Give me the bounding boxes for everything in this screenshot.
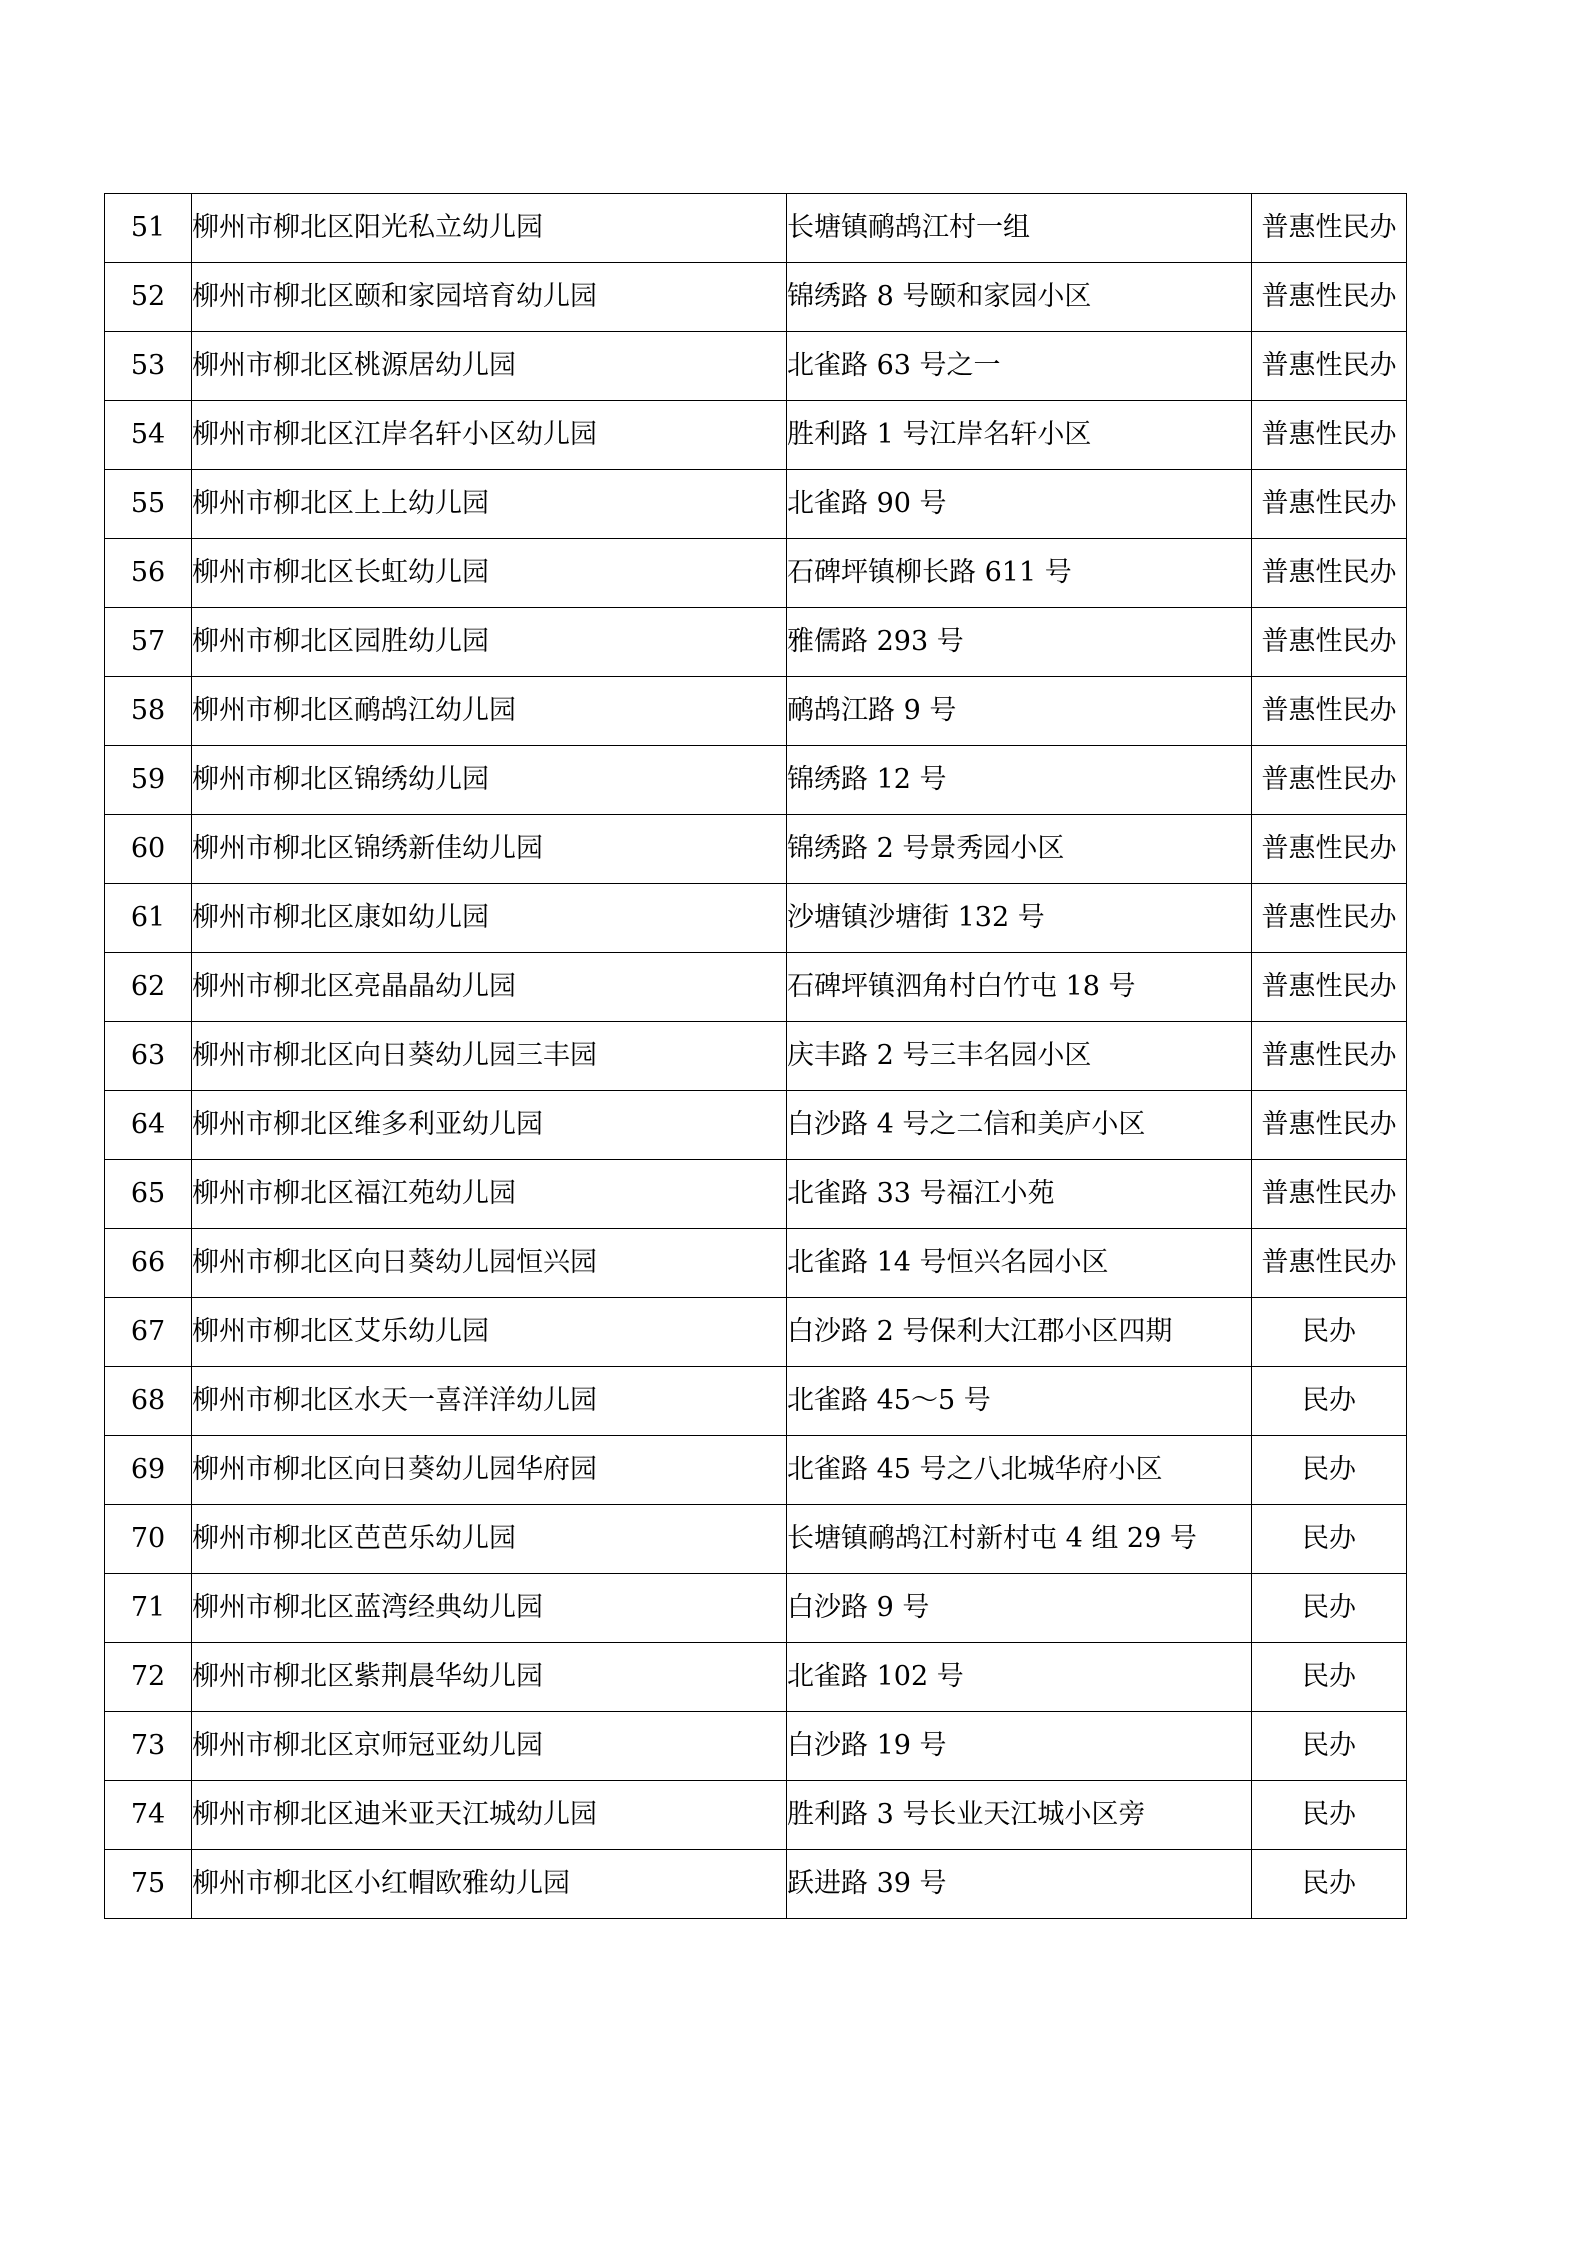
kindergarten-name-cell: 柳州市柳北区康如幼儿园 (192, 884, 787, 953)
row-number-cell: 75 (105, 1850, 192, 1919)
table-row (105, 608, 1407, 677)
school-type-cell: 民办 (1252, 1712, 1407, 1781)
row-number-cell: 60 (105, 815, 192, 884)
row-number-cell: 71 (105, 1574, 192, 1643)
kindergarten-name-cell: 柳州市柳北区亮晶晶幼儿园 (192, 953, 787, 1022)
kindergarten-name-cell: 柳州市柳北区艾乐幼儿园 (192, 1298, 787, 1367)
address-cell: 白沙路 4 号之二信和美庐小区 (787, 1091, 1252, 1160)
row-number-cell: 62 (105, 953, 192, 1022)
row-number-cell: 67 (105, 1298, 192, 1367)
address-cell: 胜利路 3 号长业天江城小区旁 (787, 1781, 1252, 1850)
table-row (105, 1298, 1407, 1367)
table-row (105, 746, 1407, 815)
kindergarten-name-cell: 柳州市柳北区蓝湾经典幼儿园 (192, 1574, 787, 1643)
row-number-cell: 65 (105, 1160, 192, 1229)
kindergarten-name-cell: 柳州市柳北区福江苑幼儿园 (192, 1160, 787, 1229)
row-number-cell: 55 (105, 470, 192, 539)
table-row (105, 401, 1407, 470)
address-cell: 长塘镇鸸鸪江村一组 (787, 194, 1252, 263)
school-type-cell: 普惠性民办 (1252, 746, 1407, 815)
address-cell: 锦绣路 12 号 (787, 746, 1252, 815)
address-cell: 北雀路 90 号 (787, 470, 1252, 539)
table-row (105, 1850, 1407, 1919)
kindergarten-name-cell: 柳州市柳北区向日葵幼儿园恒兴园 (192, 1229, 787, 1298)
table-row (105, 953, 1407, 1022)
address-cell: 庆丰路 2 号三丰名园小区 (787, 1022, 1252, 1091)
row-number-cell: 53 (105, 332, 192, 401)
kindergarten-name-cell: 柳州市柳北区桃源居幼儿园 (192, 332, 787, 401)
table-row (105, 332, 1407, 401)
school-type-cell: 普惠性民办 (1252, 1160, 1407, 1229)
school-type-cell: 普惠性民办 (1252, 470, 1407, 539)
address-cell: 北雀路 45 号之八北城华府小区 (787, 1436, 1252, 1505)
address-cell: 白沙路 2 号保利大江郡小区四期 (787, 1298, 1252, 1367)
kindergarten-name-cell: 柳州市柳北区紫荆晨华幼儿园 (192, 1643, 787, 1712)
table-row (105, 194, 1407, 263)
school-type-cell: 普惠性民办 (1252, 263, 1407, 332)
kindergarten-name-cell: 柳州市柳北区江岸名轩小区幼儿园 (192, 401, 787, 470)
address-cell: 鸸鸪江路 9 号 (787, 677, 1252, 746)
table-row (105, 470, 1407, 539)
address-cell: 跃进路 39 号 (787, 1850, 1252, 1919)
school-type-cell: 民办 (1252, 1643, 1407, 1712)
school-type-cell: 民办 (1252, 1781, 1407, 1850)
table-row (105, 1091, 1407, 1160)
kindergarten-name-cell: 柳州市柳北区维多利亚幼儿园 (192, 1091, 787, 1160)
table-row (105, 815, 1407, 884)
kindergarten-table (104, 193, 1407, 1919)
kindergarten-name-cell: 柳州市柳北区颐和家园培育幼儿园 (192, 263, 787, 332)
school-type-cell: 民办 (1252, 1367, 1407, 1436)
row-number-cell: 51 (105, 194, 192, 263)
address-cell: 锦绣路 2 号景秀园小区 (787, 815, 1252, 884)
school-type-cell: 普惠性民办 (1252, 815, 1407, 884)
row-number-cell: 57 (105, 608, 192, 677)
school-type-cell: 民办 (1252, 1436, 1407, 1505)
address-cell: 沙塘镇沙塘街 132 号 (787, 884, 1252, 953)
address-cell: 长塘镇鸸鸪江村新村屯 4 组 29 号 (787, 1505, 1252, 1574)
kindergarten-name-cell: 柳州市柳北区园胜幼儿园 (192, 608, 787, 677)
address-cell: 雅儒路 293 号 (787, 608, 1252, 677)
kindergarten-name-cell: 柳州市柳北区阳光私立幼儿园 (192, 194, 787, 263)
kindergarten-name-cell: 柳州市柳北区京师冠亚幼儿园 (192, 1712, 787, 1781)
address-cell: 北雀路 63 号之一 (787, 332, 1252, 401)
school-type-cell: 普惠性民办 (1252, 953, 1407, 1022)
table-row (105, 263, 1407, 332)
address-cell: 白沙路 9 号 (787, 1574, 1252, 1643)
table-row (105, 1712, 1407, 1781)
address-cell: 北雀路 14 号恒兴名园小区 (787, 1229, 1252, 1298)
row-number-cell: 54 (105, 401, 192, 470)
table-row (105, 1367, 1407, 1436)
address-cell: 北雀路 102 号 (787, 1643, 1252, 1712)
address-cell: 北雀路 45～5 号 (787, 1367, 1252, 1436)
school-type-cell: 普惠性民办 (1252, 401, 1407, 470)
row-number-cell: 61 (105, 884, 192, 953)
kindergarten-name-cell: 柳州市柳北区锦绣新佳幼儿园 (192, 815, 787, 884)
kindergarten-name-cell: 柳州市柳北区芭芭乐幼儿园 (192, 1505, 787, 1574)
kindergarten-name-cell: 柳州市柳北区锦绣幼儿园 (192, 746, 787, 815)
school-type-cell: 普惠性民办 (1252, 1229, 1407, 1298)
table-row (105, 1160, 1407, 1229)
school-type-cell: 普惠性民办 (1252, 539, 1407, 608)
kindergarten-name-cell: 柳州市柳北区鸸鸪江幼儿园 (192, 677, 787, 746)
address-cell: 石碑坪镇泗角村白竹屯 18 号 (787, 953, 1252, 1022)
table-row (105, 1574, 1407, 1643)
table-row (105, 884, 1407, 953)
kindergarten-name-cell: 柳州市柳北区向日葵幼儿园华府园 (192, 1436, 787, 1505)
table-row (105, 1781, 1407, 1850)
row-number-cell: 56 (105, 539, 192, 608)
row-number-cell: 58 (105, 677, 192, 746)
address-cell: 白沙路 19 号 (787, 1712, 1252, 1781)
row-number-cell: 64 (105, 1091, 192, 1160)
row-number-cell: 74 (105, 1781, 192, 1850)
kindergarten-name-cell: 柳州市柳北区长虹幼儿园 (192, 539, 787, 608)
table-row (105, 1643, 1407, 1712)
kindergarten-name-cell: 柳州市柳北区水天一喜洋洋幼儿园 (192, 1367, 787, 1436)
row-number-cell: 70 (105, 1505, 192, 1574)
row-number-cell: 66 (105, 1229, 192, 1298)
school-type-cell: 普惠性民办 (1252, 332, 1407, 401)
school-type-cell: 普惠性民办 (1252, 677, 1407, 746)
address-cell: 胜利路 1 号江岸名轩小区 (787, 401, 1252, 470)
row-number-cell: 59 (105, 746, 192, 815)
school-type-cell: 普惠性民办 (1252, 194, 1407, 263)
row-number-cell: 73 (105, 1712, 192, 1781)
address-cell: 锦绣路 8 号颐和家园小区 (787, 263, 1252, 332)
school-type-cell: 普惠性民办 (1252, 884, 1407, 953)
school-type-cell: 普惠性民办 (1252, 1091, 1407, 1160)
kindergarten-name-cell: 柳州市柳北区迪米亚天江城幼儿园 (192, 1781, 787, 1850)
school-type-cell: 普惠性民办 (1252, 608, 1407, 677)
row-number-cell: 69 (105, 1436, 192, 1505)
table-row (105, 1229, 1407, 1298)
table-row (105, 1022, 1407, 1091)
table-row (105, 1505, 1407, 1574)
school-type-cell: 民办 (1252, 1574, 1407, 1643)
school-type-cell: 民办 (1252, 1850, 1407, 1919)
address-cell: 北雀路 33 号福江小苑 (787, 1160, 1252, 1229)
kindergarten-name-cell: 柳州市柳北区小红帽欧雅幼儿园 (192, 1850, 787, 1919)
row-number-cell: 72 (105, 1643, 192, 1712)
row-number-cell: 68 (105, 1367, 192, 1436)
kindergarten-name-cell: 柳州市柳北区向日葵幼儿园三丰园 (192, 1022, 787, 1091)
row-number-cell: 63 (105, 1022, 192, 1091)
kindergarten-name-cell: 柳州市柳北区上上幼儿园 (192, 470, 787, 539)
address-cell: 石碑坪镇柳长路 611 号 (787, 539, 1252, 608)
kindergarten-table-body (105, 194, 1407, 1919)
table-row (105, 1436, 1407, 1505)
row-number-cell: 52 (105, 263, 192, 332)
school-type-cell: 普惠性民办 (1252, 1022, 1407, 1091)
table-row (105, 539, 1407, 608)
school-type-cell: 民办 (1252, 1298, 1407, 1367)
table-row (105, 677, 1407, 746)
school-type-cell: 民办 (1252, 1505, 1407, 1574)
